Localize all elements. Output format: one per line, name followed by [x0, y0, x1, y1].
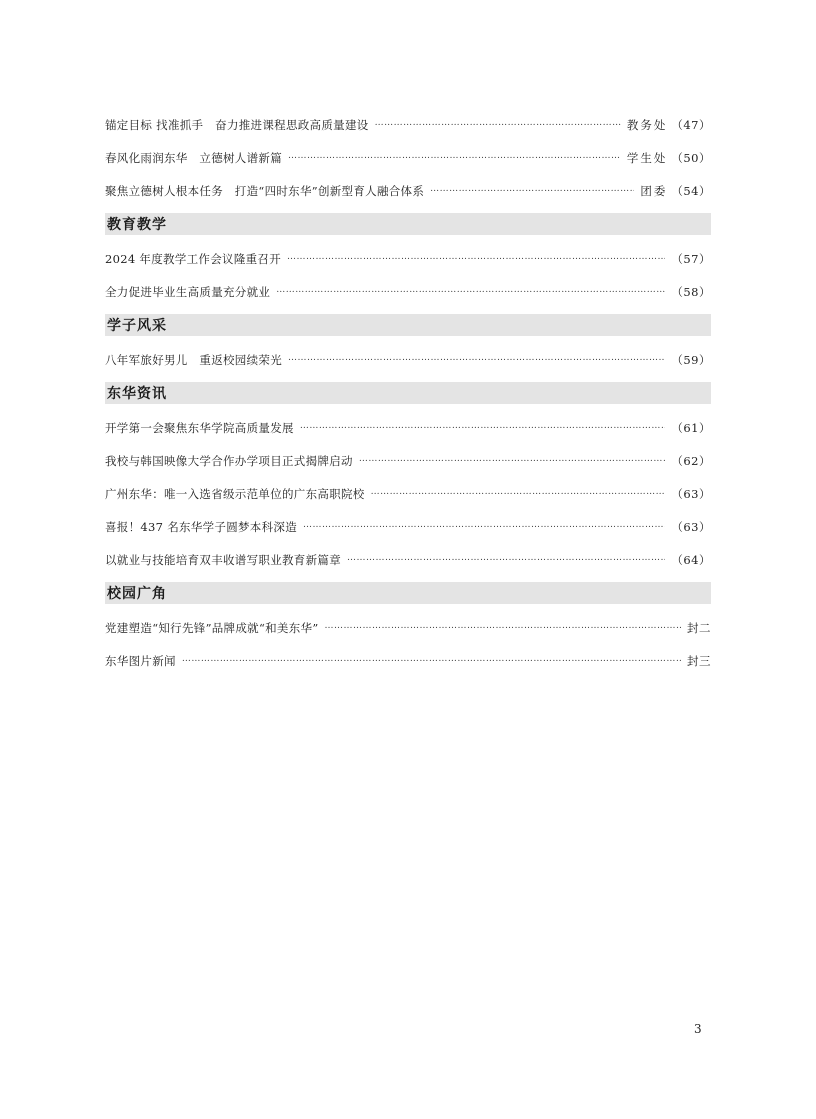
- dot-leader: [182, 654, 681, 664]
- toc-entry-page: （62）: [671, 453, 711, 468]
- toc-entry[interactable]: [105, 543, 711, 576]
- toc-entry-page: （54）: [671, 183, 711, 198]
- toc-entry[interactable]: [105, 411, 711, 444]
- toc-entry-page: （63）: [671, 486, 711, 501]
- toc-entry[interactable]: [105, 275, 711, 308]
- toc-entry-title: 我校与韩国映像大学合作办学项目正式揭牌启动: [105, 453, 353, 468]
- dot-leader: [288, 353, 665, 363]
- section-header-education: 教育教学: [105, 213, 711, 235]
- dot-leader: [288, 151, 621, 161]
- toc-entry[interactable]: [105, 141, 711, 174]
- dot-leader: [287, 252, 665, 262]
- toc-entry-title: 八年军旅好男儿 重返校园续荣光: [105, 352, 282, 367]
- toc-entry-title: 广州东华：唯一入选省级示范单位的广东高职院校: [105, 486, 365, 501]
- table-of-contents: [105, 108, 711, 677]
- toc-entry-source: 教务处: [626, 117, 668, 132]
- toc-entry-page: （64）: [671, 552, 711, 567]
- toc-entry[interactable]: [105, 242, 711, 275]
- toc-entry[interactable]: [105, 611, 711, 644]
- toc-entry[interactable]: [105, 644, 711, 677]
- toc-entry-page: （61）: [671, 420, 711, 435]
- toc-entry-title: 2024 年度教学工作会议隆重召开: [105, 251, 282, 266]
- dot-leader: [371, 487, 666, 497]
- toc-entry-page: （57）: [671, 251, 711, 266]
- toc-entry[interactable]: [105, 510, 711, 543]
- toc-entry-title: 开学第一会聚焦东华学院高质量发展: [105, 420, 294, 435]
- toc-entry-title: 党建塑造“知行先锋”品牌成就“和美东华”: [105, 620, 319, 635]
- toc-entry[interactable]: [105, 477, 711, 510]
- toc-entry-source: 团委: [640, 183, 668, 198]
- toc-entry-page: 封二: [687, 620, 711, 635]
- toc-entry-title: 以就业与技能培育双丰收谱写职业教育新篇章: [105, 552, 341, 567]
- section-header-student-style: 学子风采: [105, 314, 711, 336]
- toc-entry-page: （59）: [671, 352, 711, 367]
- toc-entry-page: （47）: [671, 117, 711, 132]
- toc-entry-page: （50）: [671, 150, 711, 165]
- toc-entry-page: （63）: [671, 519, 711, 534]
- toc-entry[interactable]: [105, 108, 711, 141]
- toc-entry-title: 聚焦立德树人根本任务 打造“四时东华”创新型育人融合体系: [105, 183, 425, 198]
- dot-leader: [359, 454, 666, 464]
- dot-leader: [430, 184, 634, 194]
- toc-entry-title: 锚定目标 找准抓手 奋力推进课程思政高质量建设: [105, 117, 369, 132]
- toc-entry[interactable]: [105, 174, 711, 207]
- toc-entry-title: 全力促进毕业生高质量充分就业: [105, 284, 271, 299]
- dot-leader: [276, 285, 665, 295]
- section-header-news: 东华资讯: [105, 382, 711, 404]
- page-number: 3: [694, 1022, 702, 1036]
- toc-entry-page: （58）: [671, 284, 711, 299]
- dot-leader: [325, 621, 681, 631]
- toc-entry-page: 封三: [687, 653, 711, 668]
- toc-entry-title: 春风化雨润东华 立德树人谱新篇: [105, 150, 282, 165]
- toc-entry[interactable]: [105, 444, 711, 477]
- toc-entry-title: 喜报！437 名东华学子圆梦本科深造: [105, 519, 298, 534]
- toc-entry-title: 东华图片新闻: [105, 653, 176, 668]
- dot-leader: [375, 118, 621, 128]
- dot-leader: [347, 553, 665, 563]
- toc-entry-source: 学生处: [626, 150, 668, 165]
- toc-entry[interactable]: [105, 343, 711, 376]
- dot-leader: [303, 520, 665, 530]
- section-header-campus: 校园广角: [105, 582, 711, 604]
- dot-leader: [300, 421, 666, 431]
